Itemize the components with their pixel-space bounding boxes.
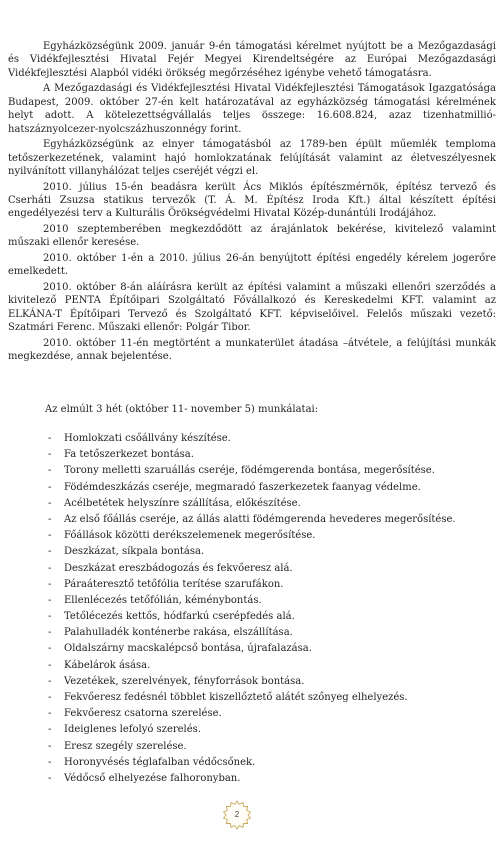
bullet-dash: - [48, 578, 52, 590]
list-item [48, 465, 488, 481]
bullet-dash: - [48, 692, 52, 703]
list-item-text: Fekvőeresz csatorna szerelése. [64, 708, 222, 720]
list-item [48, 643, 488, 659]
list-item-text: Védőcső elhelyezése falhoronyban. [64, 772, 241, 784]
list-item [48, 773, 488, 789]
bullet-dash: - [48, 465, 52, 477]
list-item-text: Deszkázat, síkpala bontása. [64, 546, 205, 558]
list-item [48, 660, 488, 676]
bullet-dash: - [48, 449, 52, 461]
list-item-text: Deszkázat ereszbádogozás és fekvőeresz alá. [64, 562, 293, 574]
list-item [48, 692, 488, 708]
work-items-list [48, 433, 488, 789]
bullet-dash: - [48, 513, 52, 525]
list-item [48, 546, 488, 562]
list-item [48, 530, 488, 546]
list-item [48, 595, 488, 611]
list-item [48, 498, 488, 514]
list-item-text: Főállások közötti derékszelemenek megerősítése. [64, 530, 316, 542]
bullet-dash: - [48, 740, 52, 752]
bullet-dash: - [48, 643, 52, 655]
bullet-dash: - [48, 530, 52, 542]
bullet-dash: - [48, 594, 52, 606]
bullet-dash: - [48, 546, 52, 558]
page-number: 2 [234, 810, 240, 819]
list-item-text: Fa tetőszerkezet bontása. [64, 449, 194, 461]
list-item [48, 482, 488, 498]
bullet-dash: - [48, 772, 52, 784]
work-list-heading: Az elmúlt 3 hét (október 11- november 5) munkálatai: [45, 404, 319, 415]
list-item-text: Vezetékek, szerelvények, fényforrások bontása. [64, 675, 305, 687]
list-item [48, 627, 488, 643]
list-item [48, 433, 488, 449]
list-item-text: Homlokzati csőállvány készítése. [64, 433, 231, 444]
list-item-text: Ideiglenes lefolyó szerelés. [64, 724, 201, 736]
list-item-text: Acélbetétek helyszínre szállítása, előkészítése. [64, 497, 301, 509]
page-number-badge [222, 800, 252, 830]
list-item-text: Az első főállás cseréje, az állás alatti födémgerenda hevederes megerősítése. [64, 513, 456, 525]
list-item [48, 611, 488, 627]
bullet-dash: - [48, 675, 52, 687]
list-item-text: Torony melletti szaruállás cseréje, födémgerenda bontása, megerősítése. [64, 465, 435, 477]
paragraph: Egyházközségünk 2009. január 9-én támogatási kérelmet nyújtott be a Mezőgazdasági és Vidékfejlesztési Hivatal Fejér Megyei Kirendeltségére az Európai Mezőgazdasági Vidékfejlesztési Alapból vidéki örökség megőrzéséhez igénybe vehető támogatásra. [8, 41, 496, 79]
list-item [48, 708, 488, 724]
bullet-dash: - [48, 627, 52, 639]
list-item-text: Ellenlécezés tetőfólián, kéménybontás. [64, 594, 262, 606]
bullet-dash: - [48, 756, 52, 768]
bullet-dash: - [48, 708, 52, 720]
paragraph: Egyházközségünk az elnyer támogatásból az 1789-ben épült műemlék temploma tetőszerkezetének, valamint hajó homlokzatának felújítását valamint az életveszélyesnek nyilvánított villanyhálózat teljes cseréjét végzi el. [8, 139, 496, 178]
paragraph: 2010. október 1-én a 2010. július 26-án benyújtott építési engedély kérelem jogerőre emelkedett. [8, 253, 496, 278]
list-item [48, 449, 488, 465]
list-item [48, 741, 488, 757]
list-item [48, 676, 488, 692]
list-item [48, 514, 488, 530]
intro-section [8, 40, 496, 366]
list-item-text: Eresz szegély szerelése. [64, 740, 187, 752]
bullet-dash: - [48, 433, 52, 444]
list-item [48, 579, 488, 595]
list-item-text: Palahulladék konténerbe rakása, elszállítása. [64, 627, 293, 639]
bullet-dash: - [48, 611, 52, 623]
list-item-text: Födémdeszkázás cseréje, megmaradó faszerkezetek faanyag védelme. [64, 481, 421, 493]
list-item-text: Fekvőeresz fedésnél többlet kiszellőztető alátét szőnyeg elhelyezés. [64, 692, 408, 703]
list-item-text: Horonyvésés téglafalban védőcsőnek. [64, 756, 256, 768]
paragraph: 2010. október 11-én megtörtént a munkaterület átadása –átvétele, a felújítási munkák megkezdése, annak bejelentése. [8, 337, 496, 363]
list-item-text: Páraáteresztő tetőfólia terítése szarufákon. [64, 578, 284, 590]
list-item [48, 724, 488, 740]
list-item-text: Oldalszárny macskalépcső bontása, újrafalazása. [64, 643, 312, 655]
list-item-text: Tetőlécezés kettős, hódfarkú cserépfedés alá. [64, 611, 295, 623]
paragraph: A Mezőgazdasági és Vidékfejlesztési Hivatal Vidékfejlesztési Támogatások Igazgatósága Budapest, 2009. október 27-én kelt határozatával az egyházközség támogatási kérelmének helyt adott. A kötelezettségvállalás teljes összege: 16.608.824, azaz tizenhatmillió-hatszáznyolcezer-nyolcszázhuszonnégy forint. [8, 83, 496, 135]
bullet-dash: - [48, 497, 52, 509]
list-item-text: Kábelárok ásása. [64, 659, 151, 671]
list-item [48, 757, 488, 773]
paragraph: 2010. október 8-án aláírásra került az építési valamint a műszaki ellenőri szerződés a kivitelező PENTA Építőipari Szolgáltató Fővállalkozó és Kereskedelmi KFT. valamint az ELKÁNA-T Építőipari Tervező és Szolgáltató KFT. képviselőivel. Felelős műszaki vezető: Szatmári Ferenc. Műszaki ellenőr: Polgár Tibor. [8, 282, 496, 334]
bullet-dash: - [48, 481, 52, 493]
paragraph: 2010 szeptemberében megkezdődött az árajánlatok bekérése, kivitelező valamint műszaki ellenőr keresése. [8, 224, 496, 249]
bullet-dash: - [48, 562, 52, 574]
paragraph: 2010. július 15-én beadásra került Ács Miklós építészmérnök, építész tervező és Cserháti Zsuzsa statikus tervezők (T. Á. M. Építész Iroda Kft.) által készített építési engedélyezési terv a Kulturális Örökségvédelmi Hivatal Közép-dunántúli Irodájához. [8, 181, 496, 220]
list-item [48, 563, 488, 579]
bullet-dash: - [48, 724, 52, 736]
bullet-dash: - [48, 659, 52, 671]
